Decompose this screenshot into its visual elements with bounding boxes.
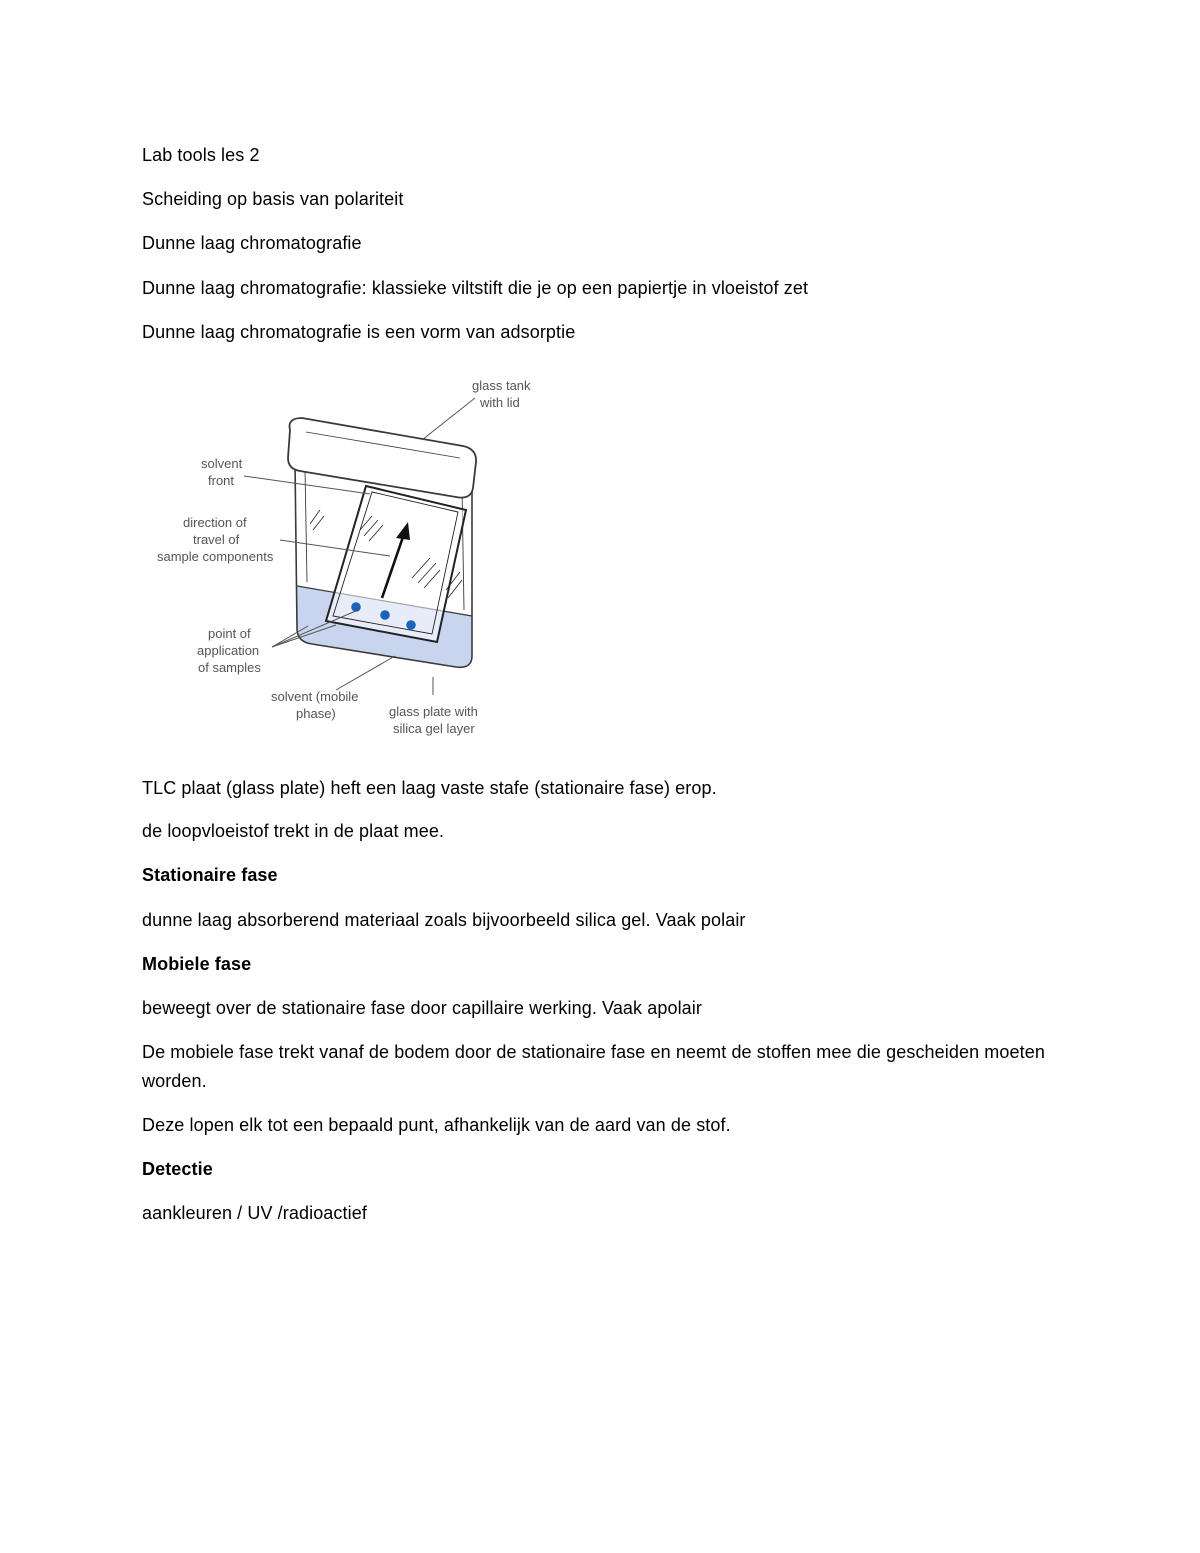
sample-dot (406, 620, 416, 630)
label-glass-plate: silica gel layer (393, 721, 475, 736)
label-point-application: application (197, 643, 260, 658)
paragraph: Dunne laag chromatografie (142, 233, 362, 253)
heading-stationary-phase: Stationaire fase (142, 865, 278, 885)
paragraph: de loopvloeistof trekt in de plaat mee. (142, 821, 445, 841)
label-solvent-front: solvent (201, 456, 243, 471)
document-title: Lab tools les 2 (142, 145, 260, 165)
label-direction: travel of (193, 532, 240, 547)
label-direction: sample components (157, 549, 274, 564)
label-glass-tank: glass tank (472, 378, 531, 393)
paragraph: TLC plaat (glass plate) heft een laag vaste stafe (stationaire fase) erop. (142, 778, 717, 798)
label-solvent-mobile: solvent (mobile (271, 689, 359, 704)
paragraph: Scheiding op basis van polariteit (142, 189, 404, 209)
paragraph: Deze lopen elk tot een bepaald punt, afhankelijk van de aard van de stof. (142, 1115, 731, 1135)
label-solvent-mobile: phase) (296, 706, 336, 721)
tlc-diagram (150, 370, 550, 745)
paragraph: Dunne laag chromatografie is een vorm van adsorptie (142, 322, 576, 342)
tlc-diagram-figure (150, 370, 550, 745)
heading-mobile-phase: Mobiele fase (142, 954, 252, 974)
label-point-application: of samples (198, 660, 261, 675)
tank-lid (288, 418, 476, 498)
label-glass-plate: glass plate with (389, 704, 478, 719)
paragraph: Dunne laag chromatografie: klassieke viltstift die je op een papiertje in vloeistof zet (142, 278, 809, 298)
paragraph: dunne laag absorberend materiaal zoals bijvoorbeeld silica gel. Vaak polair (142, 910, 746, 930)
paragraph: aankleuren / UV /radioactief (142, 1203, 367, 1223)
label-direction: direction of (183, 515, 247, 530)
heading-detection: Detectie (142, 1159, 213, 1179)
sample-dot (380, 610, 390, 620)
label-solvent-front: front (208, 473, 235, 488)
paragraph: beweegt over de stationaire fase door capillaire werking. Vaak apolair (142, 998, 702, 1018)
label-point-application: point of (208, 626, 251, 641)
paragraph: De mobiele fase trekt vanaf de bodem door de stationaire fase en neemt de stoffen mee die gescheiden moeten worden. (142, 1042, 1045, 1091)
label-glass-tank: with lid (480, 395, 520, 410)
